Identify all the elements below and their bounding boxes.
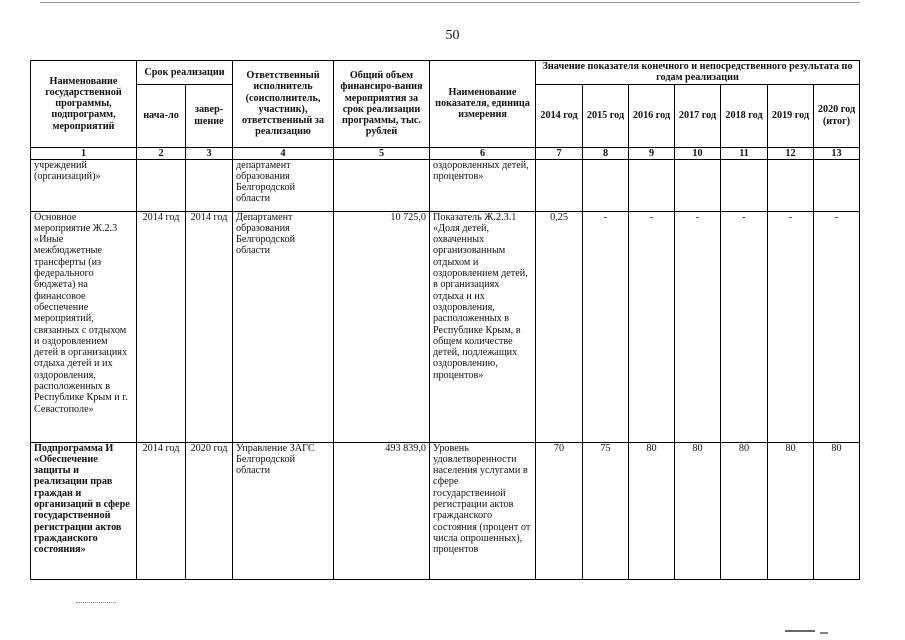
- row-value-2016: [629, 159, 675, 211]
- col-number: 10: [675, 147, 721, 159]
- col-number: 12: [768, 147, 814, 159]
- row-executor: департамент образования Белгородской области: [233, 159, 334, 211]
- header-volume: Общий объем финансиро-вания мероприятия за срок реализации программы, тыс. рублей: [334, 61, 430, 148]
- col-number: 2: [137, 147, 186, 159]
- header-start: нача-ло: [137, 84, 186, 147]
- scan-artifact: [76, 602, 116, 603]
- row-executor: Управление ЗАГС Белгородской области: [233, 442, 334, 579]
- header-values-group: Значение показателя конечного и непосредственного результата по годам реализации: [536, 61, 860, 85]
- row-value-2018: [721, 159, 768, 211]
- col-number: 13: [814, 147, 860, 159]
- top-border-line: [40, 2, 860, 3]
- header-end: завер-шение: [186, 84, 233, 147]
- row-volume: 493 839,0: [334, 442, 430, 579]
- header-year-2019: 2019 год: [768, 84, 814, 147]
- table-row: [31, 159, 860, 211]
- row-end: 2014 год: [186, 211, 233, 442]
- header-year-2016: 2016 год: [629, 84, 675, 147]
- header-executor: Ответственный исполнитель (соисполнитель, участник), ответственный за реализацию: [233, 61, 334, 148]
- header-year-2014: 2014 год: [536, 84, 583, 147]
- program-table: [30, 60, 860, 580]
- row-value-2016: 80: [629, 442, 675, 579]
- scan-artifact: [820, 632, 828, 634]
- row-value-2017: [675, 159, 721, 211]
- col-number: 9: [629, 147, 675, 159]
- row-value-2017: 80: [675, 442, 721, 579]
- row-volume: [334, 159, 430, 211]
- row-value-2018: 80: [721, 442, 768, 579]
- row-value-2019: [768, 159, 814, 211]
- row-value-2015: [583, 159, 629, 211]
- header-indicator: Наименование показателя, единица измерения: [430, 61, 536, 148]
- row-start: 2014 год: [137, 211, 186, 442]
- row-value-2016: -: [629, 211, 675, 442]
- header-term: Срок реализации: [137, 61, 233, 85]
- scan-artifact: [785, 630, 815, 632]
- row-value-2020: [814, 159, 860, 211]
- col-number: 8: [583, 147, 629, 159]
- row-value-2020: 80: [814, 442, 860, 579]
- row-value-2015: -: [583, 211, 629, 442]
- col-number: 7: [536, 147, 583, 159]
- row-start: 2014 год: [137, 442, 186, 579]
- row-indicator: оздоровленных детей, процентов»: [430, 159, 536, 211]
- row-name: Подпрограмма И «Обеспечение защиты и реализации прав граждан и организаций в сфере государственной регистрации актов гражданского состояния»: [31, 442, 137, 579]
- row-end: [186, 159, 233, 211]
- col-number: 6: [430, 147, 536, 159]
- row-value-2018: -: [721, 211, 768, 442]
- header-year-2018: 2018 год: [721, 84, 768, 147]
- col-number: 11: [721, 147, 768, 159]
- row-name: учреждений (организаций)»: [31, 159, 137, 211]
- col-number: 3: [186, 147, 233, 159]
- table-row: [31, 211, 860, 442]
- header-year-2020: 2020 год (итог): [814, 84, 860, 147]
- col-number: 5: [334, 147, 430, 159]
- row-value-2014: 0,25: [536, 211, 583, 442]
- row-value-2015: 75: [583, 442, 629, 579]
- header-year-2015: 2015 год: [583, 84, 629, 147]
- header-year-2017: 2017 год: [675, 84, 721, 147]
- header-name: Наименование государственной программы, подпрограмм, мероприятий: [31, 61, 137, 148]
- table-row: [31, 442, 860, 579]
- row-value-2017: -: [675, 211, 721, 442]
- row-indicator: Показатель Ж.2.3.1 «Доля детей, охваченных организованным отдыхом и оздоровлением детей, в организациях отдыха и их оздоровления, расположенных в Республике Крым, в общем количестве детей, подлежащих оздоровлению, процентов»: [430, 211, 536, 442]
- row-value-2019: 80: [768, 442, 814, 579]
- col-number: 1: [31, 147, 137, 159]
- row-name: Основное мероприятие Ж.2.3 «Иные межбюджетные трансферты (из федерального бюджета) на финансовое обеспечение мероприятий, связанных с отдыхом и оздоровлением детей в организациях отдыха детей и их оздоровления, расположенных в Республике Крым и г. Севастополе»: [31, 211, 137, 442]
- page-number: 50: [445, 28, 460, 43]
- row-volume: 10 725,0: [334, 211, 430, 442]
- row-end: 2020 год: [186, 442, 233, 579]
- row-executor: Департамент образования Белгородской области: [233, 211, 334, 442]
- row-start: [137, 159, 186, 211]
- row-value-2019: -: [768, 211, 814, 442]
- row-value-2014: 70: [536, 442, 583, 579]
- row-value-2020: -: [814, 211, 860, 442]
- row-indicator: Уровень удовлетворенности населения услугами в сфере государственной регистрации актов гражданского состояния (процент от числа опрошенных), процентов: [430, 442, 536, 579]
- col-number: 4: [233, 147, 334, 159]
- row-value-2014: [536, 159, 583, 211]
